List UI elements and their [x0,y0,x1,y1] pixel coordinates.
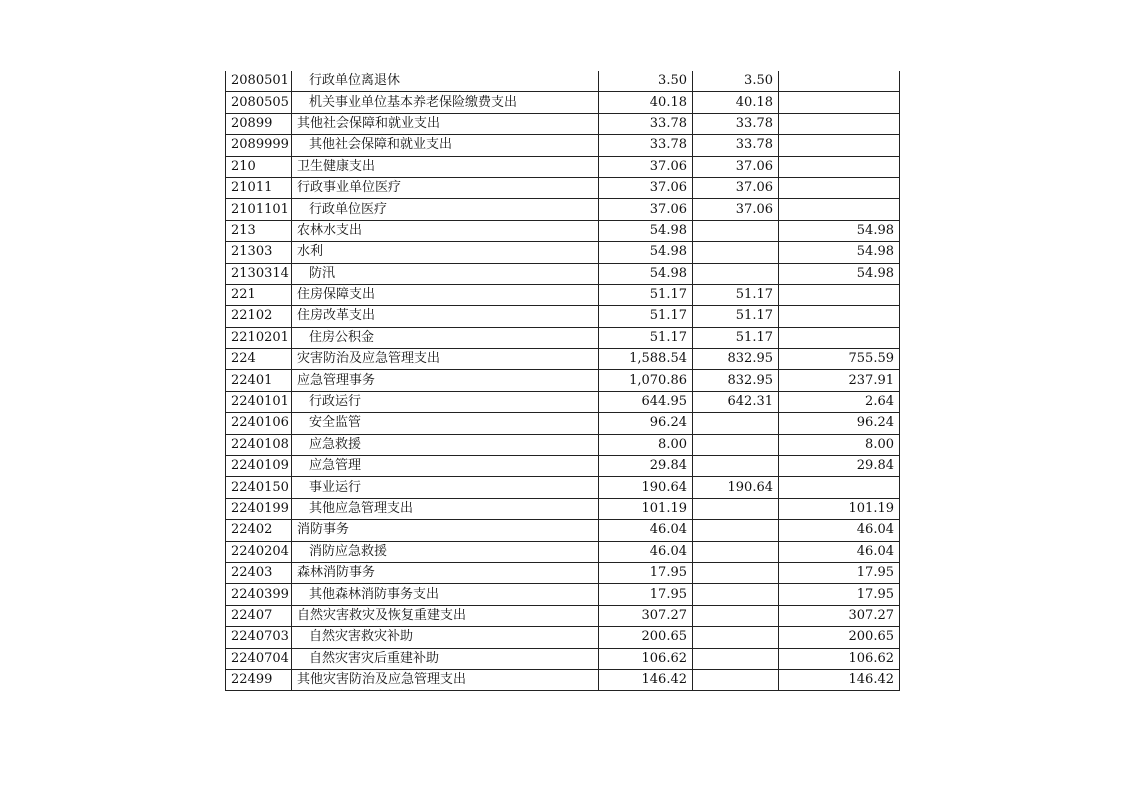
account-code-cell: 20899 [226,113,292,134]
total-amount-cell: 51.17 [599,327,693,348]
basic-expenditure-cell [693,605,779,626]
table-row [226,370,900,391]
project-expenditure-cell: 54.98 [779,242,900,263]
basic-expenditure-cell [693,456,779,477]
budget-expenditure-table [225,71,900,691]
account-code-cell: 22401 [226,370,292,391]
total-amount-cell: 200.65 [599,627,693,648]
basic-expenditure-cell: 37.06 [693,199,779,220]
table-row [226,156,900,177]
account-name-cell: 其他灾害防治及应急管理支出 [292,669,599,690]
table-body [226,71,900,691]
account-name-cell: 机关事业单位基本养老保险缴费支出 [292,92,599,113]
basic-expenditure-cell: 40.18 [693,92,779,113]
account-name-cell: 森林消防事务 [292,562,599,583]
total-amount-cell: 46.04 [599,520,693,541]
table-row [226,263,900,284]
account-code-cell: 2080505 [226,92,292,113]
account-code-cell: 2240704 [226,648,292,669]
account-name-cell: 农林水支出 [292,220,599,241]
project-expenditure-cell: 2.64 [779,391,900,412]
basic-expenditure-cell [693,263,779,284]
account-code-cell: 2240703 [226,627,292,648]
project-expenditure-cell: 307.27 [779,605,900,626]
account-name-cell: 行政运行 [292,391,599,412]
project-expenditure-cell: 101.19 [779,498,900,519]
total-amount-cell: 307.27 [599,605,693,626]
total-amount-cell: 46.04 [599,541,693,562]
basic-expenditure-cell [693,669,779,690]
account-name-cell: 其他应急管理支出 [292,498,599,519]
total-amount-cell: 101.19 [599,498,693,519]
total-amount-cell: 54.98 [599,242,693,263]
account-name-cell: 事业运行 [292,477,599,498]
account-code-cell: 2130314 [226,263,292,284]
basic-expenditure-cell [693,648,779,669]
basic-expenditure-cell: 3.50 [693,71,779,92]
account-name-cell: 应急救援 [292,434,599,455]
account-code-cell: 2240109 [226,456,292,477]
account-name-cell: 其他森林消防事务支出 [292,584,599,605]
project-expenditure-cell [779,199,900,220]
table-row [226,477,900,498]
basic-expenditure-cell: 33.78 [693,135,779,156]
basic-expenditure-cell [693,562,779,583]
table-row [226,71,900,92]
basic-expenditure-cell: 37.06 [693,177,779,198]
account-name-cell: 应急管理 [292,456,599,477]
basic-expenditure-cell [693,434,779,455]
total-amount-cell: 146.42 [599,669,693,690]
table-row [226,391,900,412]
account-code-cell: 22402 [226,520,292,541]
project-expenditure-cell [779,327,900,348]
basic-expenditure-cell: 51.17 [693,327,779,348]
total-amount-cell: 33.78 [599,135,693,156]
table-row [226,605,900,626]
account-code-cell: 21011 [226,177,292,198]
account-name-cell: 自然灾害救灾及恢复重建支出 [292,605,599,626]
total-amount-cell: 51.17 [599,306,693,327]
account-code-cell: 2240150 [226,477,292,498]
project-expenditure-cell [779,477,900,498]
total-amount-cell: 29.84 [599,456,693,477]
basic-expenditure-cell [693,627,779,648]
account-name-cell: 应急管理事务 [292,370,599,391]
account-code-cell: 224 [226,349,292,370]
account-code-cell: 2240101 [226,391,292,412]
project-expenditure-cell [779,177,900,198]
project-expenditure-cell: 755.59 [779,349,900,370]
basic-expenditure-cell [693,584,779,605]
account-code-cell: 2080501 [226,71,292,92]
total-amount-cell: 96.24 [599,413,693,434]
account-name-cell: 防汛 [292,263,599,284]
basic-expenditure-cell: 832.95 [693,370,779,391]
basic-expenditure-cell [693,520,779,541]
basic-expenditure-cell: 51.17 [693,306,779,327]
project-expenditure-cell [779,71,900,92]
total-amount-cell: 17.95 [599,562,693,583]
project-expenditure-cell: 106.62 [779,648,900,669]
project-expenditure-cell [779,135,900,156]
account-code-cell: 2101101 [226,199,292,220]
basic-expenditure-cell: 190.64 [693,477,779,498]
total-amount-cell: 1,588.54 [599,349,693,370]
account-name-cell: 行政单位医疗 [292,199,599,220]
table-row [226,520,900,541]
basic-expenditure-cell: 642.31 [693,391,779,412]
total-amount-cell: 190.64 [599,477,693,498]
account-name-cell: 住房改革支出 [292,306,599,327]
total-amount-cell: 106.62 [599,648,693,669]
project-expenditure-cell: 29.84 [779,456,900,477]
basic-expenditure-cell: 37.06 [693,156,779,177]
account-name-cell: 自然灾害灾后重建补助 [292,648,599,669]
project-expenditure-cell [779,92,900,113]
table-row [226,284,900,305]
table-row [226,113,900,134]
total-amount-cell: 37.06 [599,199,693,220]
table-row [226,434,900,455]
table-row [226,413,900,434]
account-name-cell: 安全监管 [292,413,599,434]
project-expenditure-cell: 46.04 [779,520,900,541]
account-name-cell: 行政事业单位医疗 [292,177,599,198]
account-code-cell: 2240399 [226,584,292,605]
table-row [226,327,900,348]
total-amount-cell: 54.98 [599,220,693,241]
project-expenditure-cell [779,113,900,134]
basic-expenditure-cell [693,220,779,241]
project-expenditure-cell [779,156,900,177]
account-name-cell: 卫生健康支出 [292,156,599,177]
basic-expenditure-cell: 51.17 [693,284,779,305]
table-row [226,177,900,198]
table-row [226,92,900,113]
account-name-cell: 自然灾害救灾补助 [292,627,599,648]
total-amount-cell: 40.18 [599,92,693,113]
account-code-cell: 2240108 [226,434,292,455]
account-name-cell: 住房公积金 [292,327,599,348]
project-expenditure-cell [779,284,900,305]
basic-expenditure-cell [693,413,779,434]
table-row [226,456,900,477]
account-code-cell: 2210201 [226,327,292,348]
account-name-cell: 消防事务 [292,520,599,541]
account-name-cell: 消防应急救援 [292,541,599,562]
total-amount-cell: 644.95 [599,391,693,412]
project-expenditure-cell: 8.00 [779,434,900,455]
basic-expenditure-cell: 832.95 [693,349,779,370]
total-amount-cell: 17.95 [599,584,693,605]
account-name-cell: 行政单位离退休 [292,71,599,92]
table-row [226,541,900,562]
table-row [226,306,900,327]
table-row [226,669,900,690]
account-code-cell: 2240204 [226,541,292,562]
account-code-cell: 22499 [226,669,292,690]
basic-expenditure-cell [693,498,779,519]
account-code-cell: 221 [226,284,292,305]
table-row [226,498,900,519]
project-expenditure-cell: 96.24 [779,413,900,434]
basic-expenditure-cell [693,541,779,562]
project-expenditure-cell: 17.95 [779,562,900,583]
total-amount-cell: 33.78 [599,113,693,134]
account-name-cell: 其他社会保障和就业支出 [292,113,599,134]
account-code-cell: 213 [226,220,292,241]
table-row [226,627,900,648]
basic-expenditure-cell: 33.78 [693,113,779,134]
project-expenditure-cell: 146.42 [779,669,900,690]
table-row [226,199,900,220]
basic-expenditure-cell [693,242,779,263]
total-amount-cell: 37.06 [599,156,693,177]
account-name-cell: 水利 [292,242,599,263]
account-name-cell: 住房保障支出 [292,284,599,305]
account-name-cell: 其他社会保障和就业支出 [292,135,599,156]
project-expenditure-cell: 237.91 [779,370,900,391]
table-row [226,562,900,583]
total-amount-cell: 54.98 [599,263,693,284]
account-code-cell: 22407 [226,605,292,626]
account-code-cell: 2089999 [226,135,292,156]
project-expenditure-cell: 46.04 [779,541,900,562]
account-code-cell: 21303 [226,242,292,263]
total-amount-cell: 51.17 [599,284,693,305]
account-code-cell: 2240106 [226,413,292,434]
account-code-cell: 2240199 [226,498,292,519]
table-row [226,135,900,156]
project-expenditure-cell: 54.98 [779,220,900,241]
table-row [226,349,900,370]
project-expenditure-cell: 54.98 [779,263,900,284]
table-row [226,242,900,263]
account-code-cell: 22102 [226,306,292,327]
table-row [226,648,900,669]
total-amount-cell: 8.00 [599,434,693,455]
account-name-cell: 灾害防治及应急管理支出 [292,349,599,370]
project-expenditure-cell [779,306,900,327]
account-code-cell: 210 [226,156,292,177]
project-expenditure-cell: 17.95 [779,584,900,605]
table-row [226,220,900,241]
table-row [226,584,900,605]
total-amount-cell: 3.50 [599,71,693,92]
project-expenditure-cell: 200.65 [779,627,900,648]
account-code-cell: 22403 [226,562,292,583]
total-amount-cell: 1,070.86 [599,370,693,391]
total-amount-cell: 37.06 [599,177,693,198]
